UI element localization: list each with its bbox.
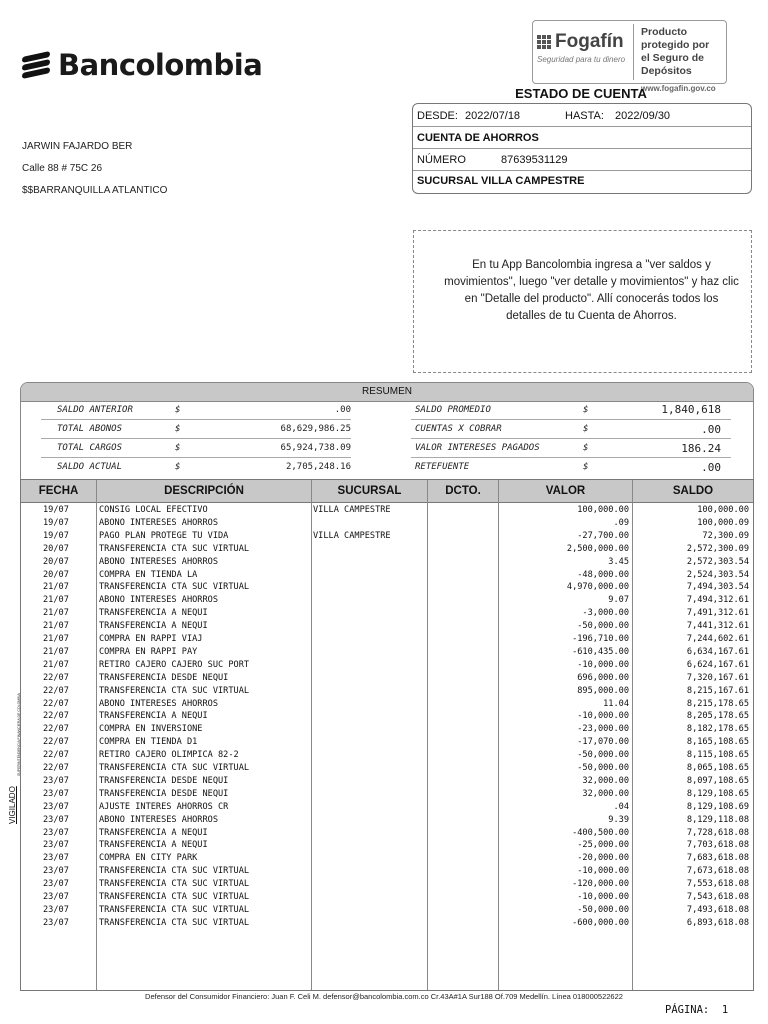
cell-sucursal — [313, 904, 425, 917]
cell-sucursal — [313, 685, 425, 698]
cell-sucursal — [313, 852, 425, 865]
cell-fecha: 22/07 — [43, 750, 69, 761]
cell-fecha: 23/07 — [43, 853, 69, 864]
cell-descripcion: ABONO INTERESES AHORROS — [99, 814, 218, 825]
header-fecha: FECHA — [21, 480, 96, 503]
resumen-right-label: CUENTAS X COBRAR — [415, 424, 502, 434]
cell-valor: -50,000.00 — [577, 904, 629, 915]
cell-dcto — [429, 698, 497, 711]
cell-descripcion: COMPRA EN RAPPI PAY — [99, 646, 198, 657]
cell-fecha: 22/07 — [43, 763, 69, 773]
cell-fecha: 22/07 — [43, 711, 69, 722]
header-sucursal: SUCURSAL — [312, 480, 427, 503]
fogafin-slogan: Seguridad para tu dinero — [537, 55, 626, 64]
cell-saldo: 6,634,167.61 — [686, 646, 749, 657]
vigilado-label: VIGILADO — [8, 786, 17, 824]
cell-dcto — [429, 633, 497, 646]
fogafin-protected-line1: Producto protegido por — [641, 26, 710, 51]
cell-sucursal — [313, 839, 425, 852]
cell-descripcion: TRANSFERENCIA CTA SUC VIRTUAL — [99, 685, 250, 696]
cell-valor: .04 — [613, 801, 629, 812]
cell-fecha: 22/07 — [43, 685, 69, 696]
cell-valor: .09 — [613, 517, 629, 528]
cell-dcto — [429, 801, 497, 814]
resumen-right-label: SALDO PROMEDIO — [415, 405, 491, 415]
app-info-box — [413, 230, 752, 373]
cell-sucursal — [313, 620, 425, 633]
cell-descripcion: TRANSFERENCIA CTA SUC VIRTUAL — [99, 892, 250, 902]
cell-valor: 9.39 — [608, 814, 629, 825]
cell-valor: -50,000.00 — [577, 750, 629, 761]
resumen-left-label: SALDO ACTUAL — [57, 462, 123, 472]
cell-saldo: 8,129,108.69 — [686, 801, 749, 812]
cell-dcto — [429, 917, 497, 930]
resumen-right-currency: $ — [583, 405, 589, 415]
cell-fecha: 21/07 — [43, 582, 69, 593]
cell-descripcion: TRANSFERENCIA CTA SUC VIRTUAL — [99, 904, 250, 915]
cell-sucursal — [313, 878, 425, 891]
cell-dcto — [429, 788, 497, 801]
resumen-panel — [20, 382, 754, 480]
cell-dcto — [429, 839, 497, 852]
cell-descripcion: TRANSFERENCIA CTA SUC VIRTUAL — [99, 582, 250, 593]
cell-valor: -600,000.00 — [572, 917, 629, 928]
page-indicator — [665, 1004, 728, 1016]
fogafin-badge — [532, 20, 727, 93]
resumen-left-currency: $ — [175, 462, 181, 472]
bancolombia-logo-icon — [22, 50, 52, 80]
cell-descripcion: TRANSFERENCIA DESDE NEQUI — [99, 672, 229, 683]
resumen-left-label: SALDO ANTERIOR — [57, 405, 133, 415]
cell-saldo: 6,893,618.08 — [686, 917, 749, 928]
cell-descripcion: TRANSFERENCIA CTA SUC VIRTUAL — [99, 917, 250, 928]
resumen-right-value: 1,840,618 — [661, 403, 721, 416]
cell-sucursal — [313, 517, 425, 530]
cell-sucursal — [313, 556, 425, 569]
hasta-value: 2022/09/30 — [615, 110, 671, 122]
header-saldo: SALDO — [633, 480, 753, 503]
numero-label: NÚMERO — [417, 154, 466, 166]
cell-valor: -17,070.00 — [577, 737, 629, 748]
cell-descripcion: AJUSTE INTERES AHORROS CR — [99, 801, 229, 812]
cell-saldo: 7,703,618.08 — [686, 840, 749, 851]
cell-valor: -10,000.00 — [577, 866, 629, 877]
cell-fecha: 19/07 — [43, 505, 69, 515]
desde-value: 2022/07/18 — [465, 110, 521, 122]
cell-fecha: 23/07 — [43, 917, 69, 928]
cell-descripcion: PAGO PLAN PROTEGE TU VIDA — [99, 530, 229, 541]
cell-sucursal — [313, 710, 425, 723]
cell-dcto — [429, 672, 497, 685]
cell-saldo: 7,320,167.61 — [686, 672, 749, 683]
cell-fecha: 23/07 — [43, 775, 69, 786]
cell-sucursal — [313, 543, 425, 556]
cell-valor: -10,000.00 — [577, 892, 629, 902]
cell-dcto — [429, 710, 497, 723]
cell-descripcion: TRANSFERENCIA CTA SUC VIRTUAL — [99, 866, 250, 877]
cell-fecha: 22/07 — [43, 698, 69, 709]
cell-fecha: 23/07 — [43, 879, 69, 890]
cell-sucursal — [313, 775, 425, 788]
cell-dcto — [429, 749, 497, 762]
cell-valor: -3,000.00 — [582, 608, 629, 619]
cell-valor: -50,000.00 — [577, 621, 629, 632]
cell-descripcion: TRANSFERENCIA CTA SUC VIRTUAL — [99, 763, 250, 773]
cell-dcto — [429, 762, 497, 775]
cell-valor: 2,500,000.00 — [566, 543, 629, 554]
header-valor: VALOR — [499, 480, 632, 503]
cell-fecha: 23/07 — [43, 892, 69, 902]
statement-title: ESTADO DE CUENTA — [515, 86, 647, 101]
resumen-right-value: .00 — [701, 423, 721, 436]
resumen-right-value: .00 — [701, 461, 721, 474]
resumen-left-currency: $ — [175, 405, 181, 415]
cell-sucursal: VILLA CAMPESTRE — [313, 505, 391, 515]
cell-sucursal — [313, 827, 425, 840]
cell-descripcion: ABONO INTERESES AHORROS — [99, 595, 218, 606]
cell-saldo: 100,000.00 — [697, 505, 749, 515]
cell-sucursal — [313, 749, 425, 762]
cell-saldo: 8,065,108.65 — [686, 763, 749, 773]
cell-sucursal — [313, 917, 425, 930]
cell-valor: -27,700.00 — [577, 530, 629, 541]
transactions-table — [20, 479, 754, 991]
page-number: 1 — [721, 1004, 729, 1016]
cell-saldo: 100,000.09 — [697, 517, 749, 528]
cell-dcto — [429, 878, 497, 891]
cell-fecha: 20/07 — [43, 543, 69, 554]
fogafin-protected-line2: el Seguro de Depósitos — [641, 52, 705, 77]
resumen-left-value: 68,629,986.25 — [280, 424, 351, 434]
cell-descripcion: RETIRO CAJERO CAJERO SUC PORT — [99, 659, 250, 670]
cell-fecha: 19/07 — [43, 530, 69, 541]
fogafin-name: Fogafín — [555, 31, 624, 52]
client-name: JARWIN FAJARDO BER — [22, 141, 133, 152]
cell-valor: -48,000.00 — [577, 569, 629, 580]
cell-fecha: 23/07 — [43, 814, 69, 825]
cell-dcto — [429, 736, 497, 749]
cell-valor: -20,000.00 — [577, 853, 629, 864]
cell-fecha: 21/07 — [43, 634, 69, 644]
cell-valor: -120,000.00 — [572, 879, 629, 890]
desde-label: DESDE: — [417, 110, 458, 122]
cell-valor: 696,000.00 — [577, 672, 629, 683]
cell-sucursal — [313, 633, 425, 646]
resumen-right-currency: $ — [583, 443, 589, 453]
cell-fecha: 21/07 — [43, 659, 69, 670]
statement-header-box — [412, 103, 752, 194]
cell-sucursal — [313, 762, 425, 775]
cell-descripcion: TRANSFERENCIA CTA SUC VIRTUAL — [99, 879, 250, 890]
cell-fecha: 23/07 — [43, 866, 69, 877]
cell-saldo: 2,572,300.09 — [686, 543, 749, 554]
cell-saldo: 8,205,178.65 — [686, 711, 749, 722]
cell-saldo: 8,165,108.65 — [686, 737, 749, 748]
cell-descripcion: ABONO INTERESES AHORROS — [99, 556, 218, 567]
cell-valor: 4,970,000.00 — [566, 582, 629, 593]
cell-dcto — [429, 723, 497, 736]
cell-saldo: 7,441,312.61 — [686, 621, 749, 632]
cell-valor: -50,000.00 — [577, 763, 629, 773]
cell-descripcion: TRANSFERENCIA A NEQUI — [99, 711, 208, 722]
cell-descripcion: ABONO INTERESES AHORROS — [99, 698, 218, 709]
cell-fecha: 21/07 — [43, 621, 69, 632]
cell-valor: 100,000.00 — [577, 505, 629, 515]
cell-dcto — [429, 775, 497, 788]
cell-sucursal — [313, 607, 425, 620]
cell-saldo: 8,097,108.65 — [686, 775, 749, 786]
cell-dcto — [429, 556, 497, 569]
cell-descripcion: TRANSFERENCIA DESDE NEQUI — [99, 775, 229, 786]
cell-fecha: 22/07 — [43, 737, 69, 748]
cell-fecha: 21/07 — [43, 595, 69, 606]
cell-saldo: 7,493,618.08 — [686, 904, 749, 915]
cell-sucursal — [313, 659, 425, 672]
cell-sucursal — [313, 569, 425, 582]
cell-valor: 3.45 — [608, 556, 629, 567]
cell-saldo: 7,673,618.08 — [686, 866, 749, 877]
cell-sucursal — [313, 594, 425, 607]
cell-sucursal — [313, 723, 425, 736]
cell-valor: -610,435.00 — [572, 646, 629, 657]
cell-saldo: 72,300.09 — [702, 530, 749, 541]
cell-valor: 32,000.00 — [582, 775, 629, 786]
cell-saldo: 7,728,618.08 — [686, 827, 749, 838]
cell-dcto — [429, 827, 497, 840]
cell-valor: -23,000.00 — [577, 724, 629, 735]
cell-descripcion: ABONO INTERESES AHORROS — [99, 517, 218, 528]
cell-sucursal — [313, 736, 425, 749]
resumen-title: RESUMEN — [21, 383, 753, 402]
cell-valor: 895,000.00 — [577, 685, 629, 696]
cell-fecha: 23/07 — [43, 827, 69, 838]
cell-fecha: 22/07 — [43, 672, 69, 683]
cell-descripcion: COMPRA EN CITY PARK — [99, 853, 198, 864]
cell-saldo: 8,215,178.65 — [686, 698, 749, 709]
fogafin-url: www.fogafin.gov.co — [641, 84, 716, 93]
hasta-label: HASTA: — [565, 110, 604, 122]
cell-descripcion: TRANSFERENCIA A NEQUI — [99, 621, 208, 632]
cell-fecha: 19/07 — [43, 517, 69, 528]
resumen-left-label: TOTAL CARGOS — [57, 443, 123, 453]
cell-descripcion: CONSIG LOCAL EFECTIVO — [99, 505, 208, 515]
cell-sucursal — [313, 801, 425, 814]
cell-saldo: 7,244,602.61 — [686, 634, 749, 644]
cell-saldo: 7,553,618.08 — [686, 879, 749, 890]
cell-dcto — [429, 659, 497, 672]
cell-valor: 9.07 — [608, 595, 629, 606]
cell-saldo: 8,182,178.65 — [686, 724, 749, 735]
cell-sucursal — [313, 814, 425, 827]
cell-valor: 32,000.00 — [582, 788, 629, 799]
cell-valor: -10,000.00 — [577, 711, 629, 722]
cell-descripcion: RETIRO CAJERO OLIMPICA 82-2 — [99, 750, 239, 761]
client-city: $$BARRANQUILLA ATLANTICO — [22, 185, 168, 196]
cell-valor: -196,710.00 — [572, 634, 629, 644]
cell-dcto — [429, 504, 497, 517]
cell-dcto — [429, 517, 497, 530]
resumen-left-currency: $ — [175, 443, 181, 453]
resumen-left-value: .00 — [334, 405, 351, 415]
cell-sucursal — [313, 672, 425, 685]
vigilado-sub: SUPERINTENDENCIA FINANCIERA DE COLOMBIA — [17, 693, 21, 776]
cell-descripcion: COMPRA EN INVERSIONE — [99, 724, 203, 735]
cell-dcto — [429, 865, 497, 878]
cell-fecha: 23/07 — [43, 788, 69, 799]
cell-fecha: 22/07 — [43, 724, 69, 735]
cell-saldo: 7,683,618.08 — [686, 853, 749, 864]
cell-sucursal — [313, 646, 425, 659]
cell-descripcion: COMPRA EN TIENDA LA — [99, 569, 198, 580]
account-type: CUENTA DE AHORROS — [417, 132, 539, 144]
cell-dcto — [429, 891, 497, 904]
cell-fecha: 20/07 — [43, 569, 69, 580]
cell-dcto — [429, 904, 497, 917]
cell-fecha: 23/07 — [43, 840, 69, 851]
cell-dcto — [429, 530, 497, 543]
cell-fecha: 23/07 — [43, 801, 69, 812]
cell-fecha: 21/07 — [43, 608, 69, 619]
header-descripcion: DESCRIPCIÓN — [97, 480, 311, 503]
resumen-right-label: VALOR INTERESES PAGADOS — [415, 443, 540, 453]
resumen-left-value: 2,705,248.16 — [285, 462, 351, 472]
bancolombia-logo — [22, 48, 262, 82]
cell-descripcion: TRANSFERENCIA DESDE NEQUI — [99, 788, 229, 799]
cell-saldo: 8,115,108.65 — [686, 750, 749, 761]
cell-dcto — [429, 814, 497, 827]
vigilado-seal — [4, 693, 28, 830]
cell-saldo: 8,129,108.65 — [686, 788, 749, 799]
resumen-left-currency: $ — [175, 424, 181, 434]
sucursal-name: SUCURSAL VILLA CAMPESTRE — [417, 175, 585, 187]
app-info-text: En tu App Bancolombia ingresa a "ver saldos y movimientos", luego "ver detalle y movimientos" y haz clic en "Detalle del producto". Allí conocerás todos los detalles de tu Cuenta de Ahorros. — [444, 259, 739, 322]
resumen-left-label: TOTAL ABONOS — [57, 424, 123, 434]
bank-name: Bancolombia — [58, 48, 263, 82]
cell-valor: -25,000.00 — [577, 840, 629, 851]
cell-sucursal — [313, 891, 425, 904]
cell-valor: -400,500.00 — [572, 827, 629, 838]
cell-descripcion: TRANSFERENCIA A NEQUI — [99, 827, 208, 838]
cell-saldo: 8,215,167.61 — [686, 685, 749, 696]
cell-sucursal: VILLA CAMPESTRE — [313, 530, 391, 541]
cell-descripcion: TRANSFERENCIA CTA SUC VIRTUAL — [99, 543, 250, 554]
cell-descripcion: TRANSFERENCIA A NEQUI — [99, 840, 208, 851]
cell-descripcion: COMPRA EN RAPPI VIAJ — [99, 634, 203, 644]
cell-descripcion: TRANSFERENCIA A NEQUI — [99, 608, 208, 619]
cell-descripcion: COMPRA EN TIENDA D1 — [99, 737, 198, 748]
cell-sucursal — [313, 581, 425, 594]
cell-dcto — [429, 607, 497, 620]
cell-fecha: 21/07 — [43, 646, 69, 657]
cell-dcto — [429, 569, 497, 582]
cell-dcto — [429, 620, 497, 633]
cell-fecha: 20/07 — [43, 556, 69, 567]
cell-valor: 11.04 — [603, 698, 629, 709]
resumen-right-label: RETEFUENTE — [415, 462, 470, 472]
header-dcto: DCTO. — [428, 480, 498, 503]
resumen-right-currency: $ — [583, 424, 589, 434]
page-label: PÁGINA: — [665, 1004, 710, 1016]
cell-saldo: 7,494,312.61 — [686, 595, 749, 606]
cell-dcto — [429, 685, 497, 698]
cell-sucursal — [313, 865, 425, 878]
cell-saldo: 7,543,618.08 — [686, 892, 749, 902]
client-address: Calle 88 # 75C 26 — [22, 163, 103, 174]
resumen-left-value: 65,924,738.09 — [280, 443, 351, 453]
cell-dcto — [429, 852, 497, 865]
cell-saldo: 2,572,303.54 — [686, 556, 749, 567]
cell-saldo: 2,524,303.54 — [686, 569, 749, 580]
cell-saldo: 7,494,303.54 — [686, 582, 749, 593]
cell-sucursal — [313, 698, 425, 711]
footer-defensor: Defensor del Consumidor Financiero: Juan F. Celi M. defensor@bancolombia.com.co Cr.43A#1A Sur188 Of.709 Medellín. Línea 018000522622 — [145, 992, 623, 1001]
cell-dcto — [429, 646, 497, 659]
cell-saldo: 8,129,118.08 — [686, 814, 749, 825]
fogafin-logo-icon — [537, 35, 551, 49]
resumen-right-value: 186.24 — [681, 442, 721, 455]
cell-dcto — [429, 581, 497, 594]
resumen-right-currency: $ — [583, 462, 589, 472]
cell-saldo: 7,491,312.61 — [686, 608, 749, 619]
cell-dcto — [429, 594, 497, 607]
cell-saldo: 6,624,167.61 — [686, 659, 749, 670]
numero-value: 87639531129 — [501, 154, 568, 166]
cell-sucursal — [313, 788, 425, 801]
cell-fecha: 23/07 — [43, 904, 69, 915]
cell-dcto — [429, 543, 497, 556]
cell-valor: -10,000.00 — [577, 659, 629, 670]
